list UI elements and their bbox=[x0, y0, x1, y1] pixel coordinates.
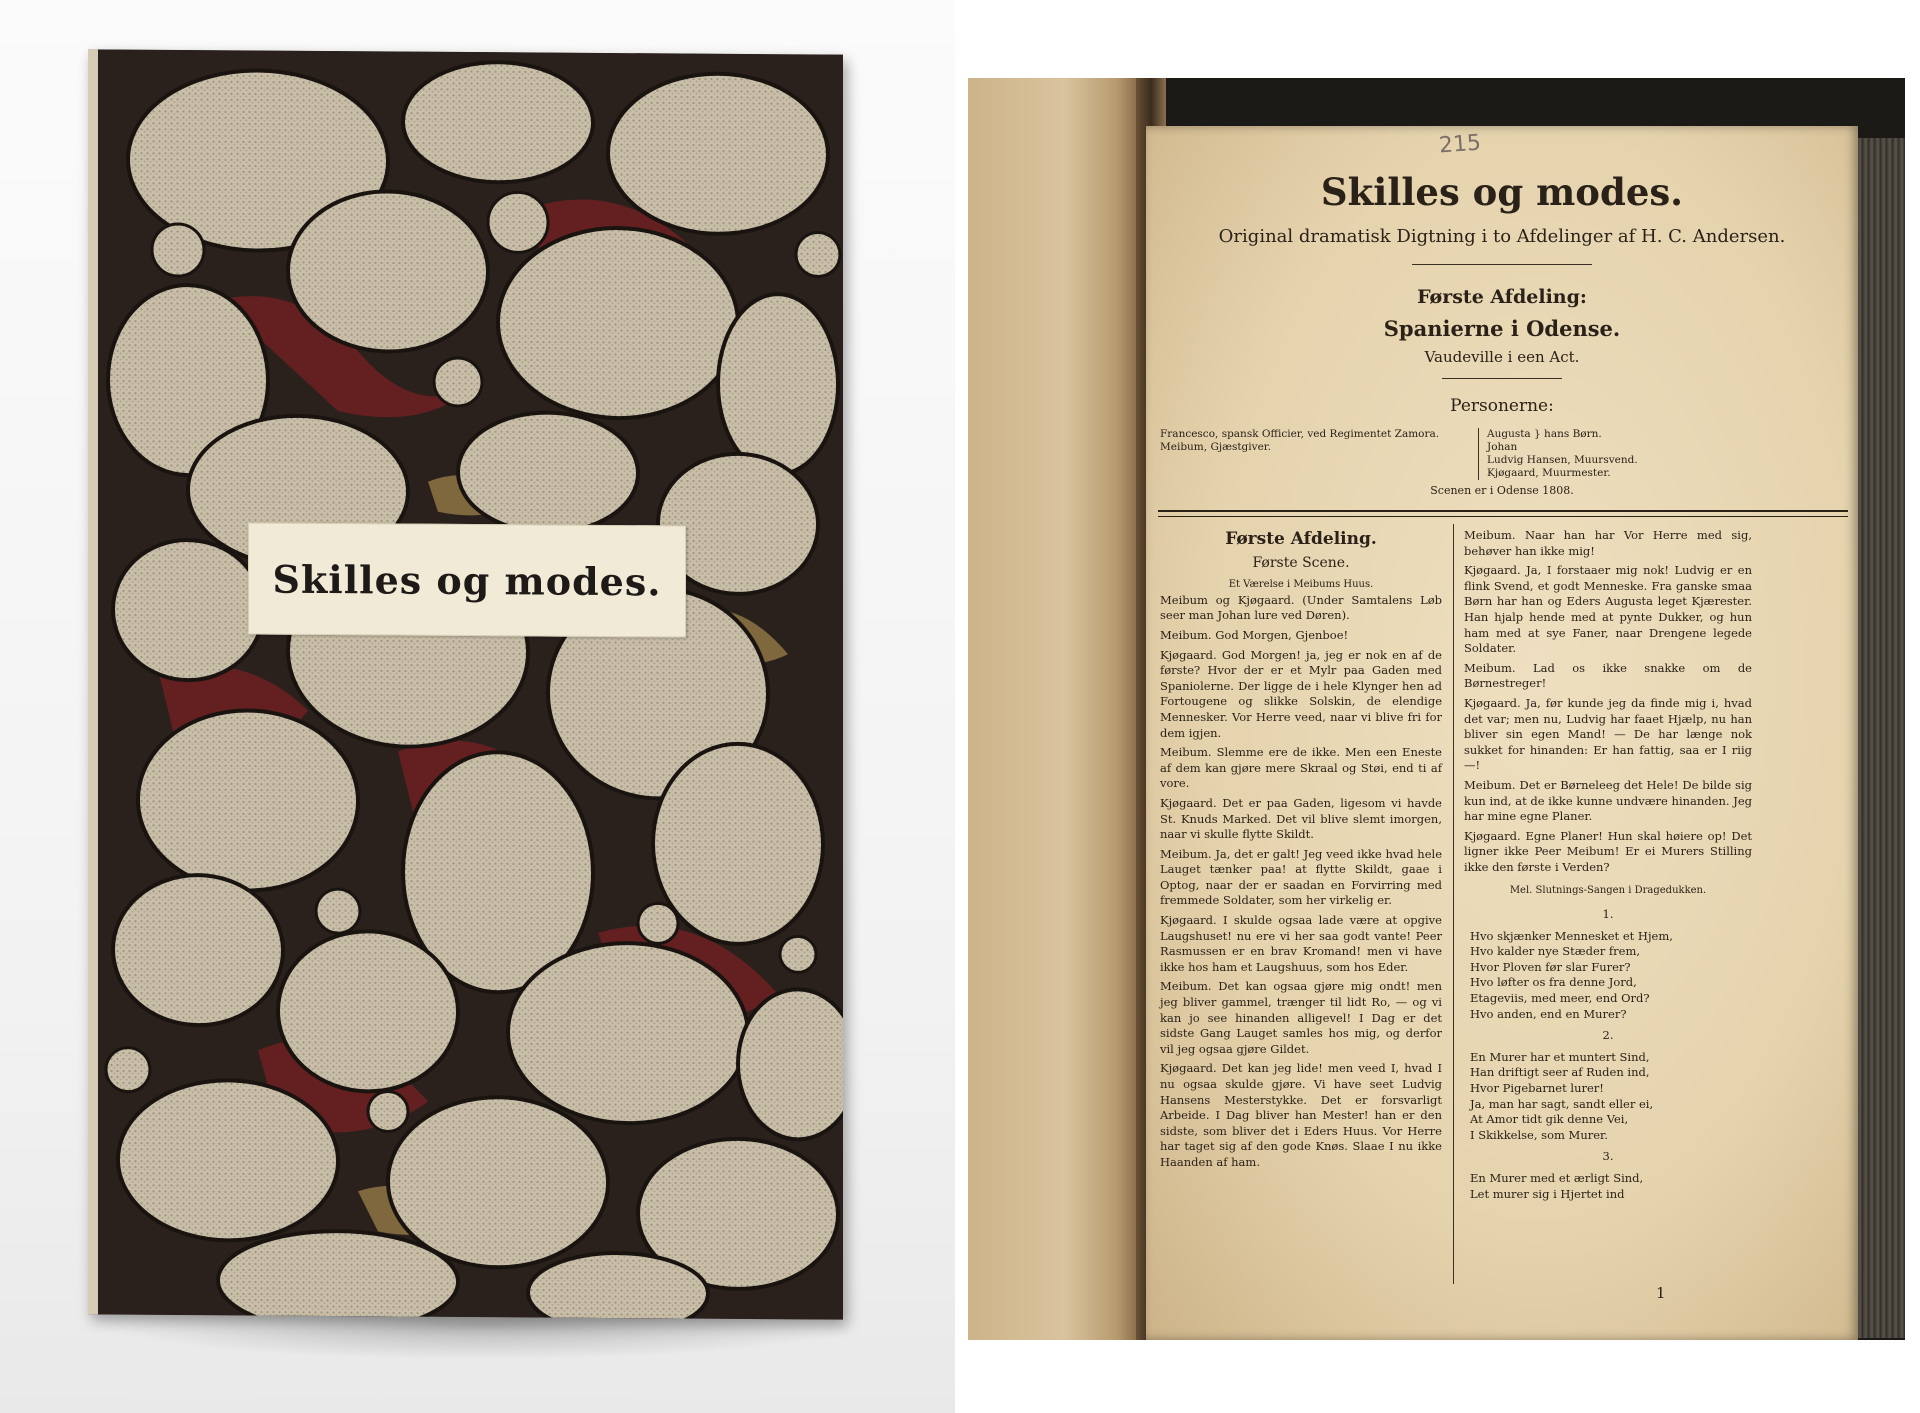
double-rule bbox=[1158, 510, 1848, 517]
scene-note: Scenen er i Odense 1808. bbox=[1430, 484, 1574, 497]
cast-heading: Personerne: bbox=[1450, 396, 1554, 416]
verse-line: Let murer sig i Hjertet ind bbox=[1470, 1186, 1625, 1201]
right-text-column bbox=[1464, 528, 1752, 1202]
verse-line: Hvor Ploven før slar Furer? bbox=[1470, 959, 1631, 974]
dialogue-paragraph: Kjøgaard. God Morgen! ja, jeg er nok en af de første? Hvor der er et Mylr paa Gaden med Spaniolerne. Der ligge de i hele Klynger hen ad Fortougene og slikke Solskin, de elendige Mennesker. Vor Herre veed, naar vi blive fri for dem igjen. bbox=[1160, 647, 1442, 740]
verse-line: Hvo kalder nye Stæder frem, bbox=[1470, 944, 1641, 959]
marble-pattern bbox=[98, 49, 843, 1319]
part-title: Spanierne i Odense. bbox=[1383, 316, 1621, 341]
verse-line: Hvo anden, end en Murer? bbox=[1470, 1006, 1627, 1021]
open-book-photo bbox=[968, 78, 1920, 1340]
page-number: 1 bbox=[1656, 1284, 1666, 1302]
dialogue-paragraph: Meibum. Naar han har Vor Herre med sig, behøver han ikke mig! bbox=[1464, 528, 1752, 558]
verse-line: Etageviis, med meer, end Ord? bbox=[1470, 991, 1650, 1006]
dialogue-paragraph: Kjøgaard. Det er paa Gaden, ligesom vi havde St. Knuds Marked. Det vil blive slemt imorgen, naar vi skulle flytte Skildt. bbox=[1160, 795, 1442, 842]
cover-photo bbox=[0, 0, 955, 1413]
dialogue-paragraph: Meibum. Det kan ogsaa gjøre mig ondt! men jeg bliver gammel, trænger til lidt Ro, — og vi kan jo see hinanden alligevel! I Dag er det sidste Gang Lauget samles hos mig, og derfor vil jeg ogsaa gjøre Gildet. bbox=[1160, 979, 1442, 1056]
genre-rule bbox=[1442, 378, 1562, 379]
melody-line: Mel. Slutnings-Sangen i Dragedukken. bbox=[1509, 885, 1707, 897]
dialogue-paragraph: Meibum. Ja, det er galt! Jeg veed ikke hvad hele Lauget tænker paa! at flytte Skildt, gaae i Optog, naar der er saadan en Forvirring med fremmede Soldater, som her virkelig er. bbox=[1160, 846, 1442, 908]
dialogue-paragraph: Kjøgaard. I skulde ogsaa lade være at opgive Laugshuset! nu ere vi her saa godt vante! Peer Rasmussen er en brav Kromand! men vi have ikke hos ham et Laugshuus, som hos Eder. bbox=[1160, 913, 1442, 974]
left-text-column bbox=[1160, 528, 1442, 1175]
dialogue-paragraph: Meibum. God Morgen, Gjenboe! bbox=[1160, 627, 1349, 642]
page-title: Skilles og modes. bbox=[1320, 170, 1684, 214]
genre-line: Vaudeville i een Act. bbox=[1424, 348, 1580, 366]
dialogue-paragraph: Kjøgaard. Ja, I forstaaer mig nok! Ludvig er en flink Svend, et godt Menneske. Fra ganske smaa Børn har han og Eders Augusta leget Kjærester. Han hjalp hende med at pynte Dukker, og hun ham med at sye Faner, naar Drengene legede Soldater. bbox=[1464, 563, 1752, 656]
dialogue-paragraph: Meibum. Slemme ere de ikke. Men een Eneste af dem kan gjøre mere Skraal og Støi, end ti af vore. bbox=[1160, 745, 1442, 791]
cast-entry: Francesco, spansk Officier, ved Regimentet Zamora. bbox=[1160, 428, 1440, 440]
cast-entry: Ludvig Hansen, Muursvend. bbox=[1487, 454, 1638, 466]
stage-direction: Meibum og Kjøgaard. (Under Samtalens Løb seer man Johan lure ved Døren). bbox=[1160, 592, 1442, 623]
cast-entry: Meibum, Gjæstgiver. bbox=[1160, 441, 1271, 453]
verse-line: En Murer med et ærligt Sind, bbox=[1470, 1170, 1644, 1185]
verse-line: En Murer har et muntert Sind, bbox=[1470, 1049, 1650, 1064]
book-photo-frame bbox=[968, 78, 1905, 1340]
cast-list-left bbox=[1160, 428, 1468, 454]
part-label: Første Afdeling: bbox=[1417, 286, 1587, 308]
verse-line: Hvo skjænker Mennesket et Hjem, bbox=[1470, 928, 1673, 943]
cast-list-right bbox=[1478, 428, 1787, 480]
dialogue-paragraph: Kjøgaard. Det kan jeg lide! men veed I, hvad I nu ogsaa skulde gjøre. Vi have seet Ludvig Hansens Mesterstykke. Det er forsvarligt Arbeide. I Dag bliver han Mester! han er den sidste, som bliver det i Eders Huus. Vor Herre har taget sig af den gode Knøs. Slaae I nu ikke Haanden af ham. bbox=[1160, 1061, 1442, 1169]
dialogue-paragraph: Meibum. Det er Børneleeg det Hele! De bilde sig kun ind, at de ikke kunne undvære hinanden. Jeg har mine egne Planer. bbox=[1464, 777, 1752, 824]
cover-title-label bbox=[248, 522, 686, 637]
scene-heading: Første Scene. bbox=[1252, 554, 1350, 571]
verse-line: Hvor Pigebarnet lurer! bbox=[1470, 1081, 1604, 1095]
cast-entry: Kjøgaard, Muurmester. bbox=[1487, 467, 1611, 479]
cast-entry: Johan bbox=[1487, 441, 1518, 453]
verse-line: Han driftigt seer af Ruden ind, bbox=[1470, 1065, 1650, 1080]
verse-number: 3. bbox=[1602, 1149, 1614, 1164]
printed-page bbox=[1146, 126, 1858, 1340]
cover-title: Skilles og modes. bbox=[272, 556, 662, 604]
verse-number: 2. bbox=[1602, 1028, 1614, 1043]
cast-entry: Augusta } hans Børn. bbox=[1487, 428, 1602, 440]
section-heading: Første Afdeling. bbox=[1225, 529, 1377, 549]
column-divider bbox=[1453, 524, 1454, 1284]
verse-number: 1. bbox=[1602, 907, 1614, 922]
dialogue-paragraph: Kjøgaard. Egne Planer! Hun skal høiere op! Det ligner ikke Peer Meibum! Er ei Murers Stilling ikke den første i Verden? bbox=[1464, 828, 1752, 874]
verse-line: At Amor tidt gik denne Vei, bbox=[1470, 1112, 1629, 1127]
verse-line: Hvo løfter os fra denne Jord, bbox=[1470, 975, 1637, 990]
setting-line: Et Værelse i Meibums Huus. bbox=[1228, 579, 1374, 591]
dialogue-paragraph: Meibum. Lad os ikke snakke om de Børnestreger! bbox=[1464, 660, 1752, 691]
pencil-annotation: 215 bbox=[1438, 130, 1482, 159]
title-rule bbox=[1412, 264, 1592, 265]
page-subtitle: Original dramatisk Digtning i to Afdelinger af H. C. Andersen. bbox=[1218, 226, 1786, 247]
left-page-edge bbox=[968, 78, 1143, 1340]
marbled-cover bbox=[88, 49, 843, 1319]
dialogue-paragraph: Kjøgaard. Ja, før kunde jeg da finde mig i, hvad det var; men nu, Ludvig har faaet Hjælp, nu han bliver sin egen Mand! — De har længe nok sukket for hinanden: Er han fattig, saa er I riig —! bbox=[1464, 695, 1752, 773]
verse-line: I Skikkelse, som Murer. bbox=[1470, 1127, 1608, 1142]
verse-line: Ja, man har sagt, sandt eller ei, bbox=[1470, 1096, 1654, 1111]
